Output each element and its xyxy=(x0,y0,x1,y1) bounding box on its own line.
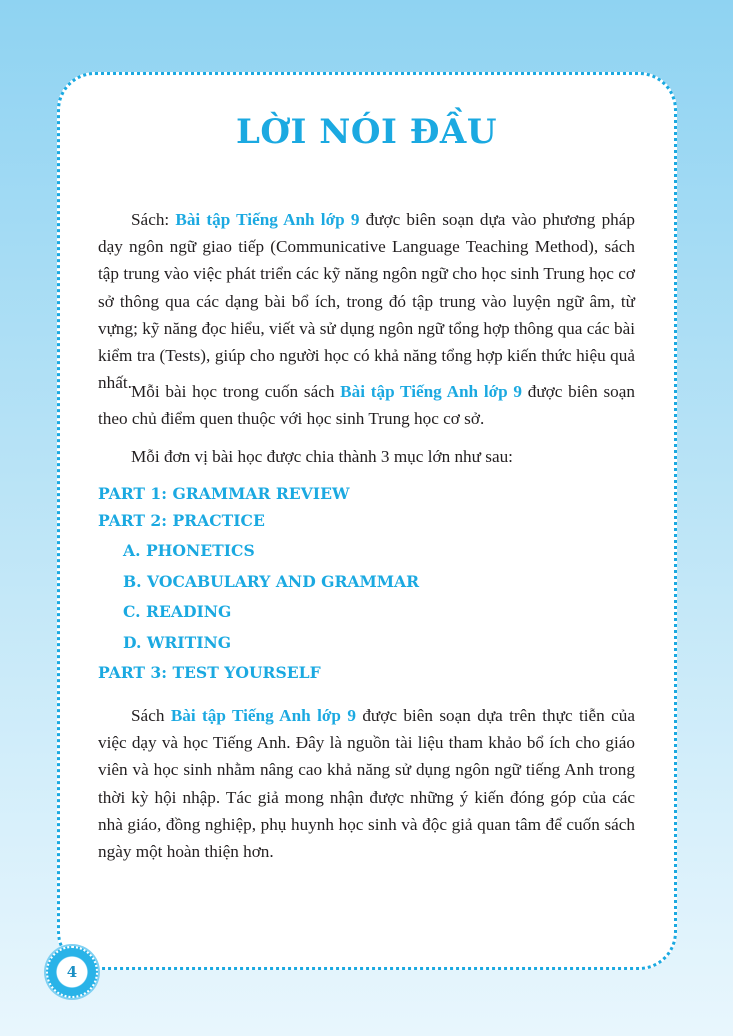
part-2d-item: D. WRITING xyxy=(123,633,232,652)
book-title-highlight: Bài tập Tiếng Anh lớp 9 xyxy=(170,706,356,725)
intro-text: được biên soạn dựa vào phương pháp dạy ngôn ngữ giao tiếp (Communicative Language Teaching Method), sách tập trung vào việc phát triển các kỹ năng ngôn ngữ cho học sinh Trung học cơ sở thông qua các dạng bài bổ ích, trong đó tập trung vào luyện ngữ âm, từ vựng; kỹ năng đọc hiểu, viết và sử dụng ngôn ngữ tổng hợp thông qua các bài kiểm tra (Tests), giúp cho người học có khả năng tổng hợp kiến thức hiệu quả nhất. xyxy=(98,210,635,393)
topic-prefix: Mỗi bài học trong cuốn sách xyxy=(131,382,341,401)
book-title-highlight: Bài tập Tiếng Anh lớp 9 xyxy=(340,382,523,401)
page-title: LỜI NÓI ĐẦU xyxy=(236,112,497,152)
part-2c-item: C. READING xyxy=(123,602,232,621)
structure-text: Mỗi đơn vị bài học được chia thành 3 mục lớn như sau: xyxy=(131,447,513,466)
part-2-item: PART 2: PRACTICE xyxy=(98,511,265,530)
intro-prefix: Sách: xyxy=(131,210,176,229)
closing-prefix: Sách xyxy=(131,706,171,725)
part-2b-item: B. VOCABULARY AND GRAMMAR xyxy=(123,572,420,591)
structure-paragraph xyxy=(98,443,635,470)
page-number-badge xyxy=(46,946,98,998)
part-1-item: PART 1: GRAMMAR REVIEW xyxy=(98,484,350,503)
topic-paragraph xyxy=(98,378,635,432)
closing-text: được biên soạn dựa trên thực tiễn của việc dạy và học Tiếng Anh. Đây là nguồn tài liệu tham khảo bổ ích cho giáo viên và học sinh nhằm nâng cao khả năng sử dụng ngôn ngữ tiếng Anh trong thời kỳ hội nhập. Tác giả mong nhận được những ý kiến đóng góp của các nhà giáo, đồng nghiệp, phụ huynh học sinh và độc giả quan tâm để cuốn sách ngày một hoàn thiện hơn. xyxy=(98,706,635,862)
intro-paragraph xyxy=(98,206,635,396)
topic-text: được biên soạn theo chủ điểm quen thuộc với học sinh Trung học cơ sở. xyxy=(98,382,635,429)
book-title-highlight: Bài tập Tiếng Anh lớp 9 xyxy=(175,210,360,229)
page-number: 4 xyxy=(66,963,78,981)
part-2a-item: A. PHONETICS xyxy=(123,541,255,560)
closing-paragraph xyxy=(98,702,635,865)
part-3-item: PART 3: TEST YOURSELF xyxy=(98,663,321,682)
